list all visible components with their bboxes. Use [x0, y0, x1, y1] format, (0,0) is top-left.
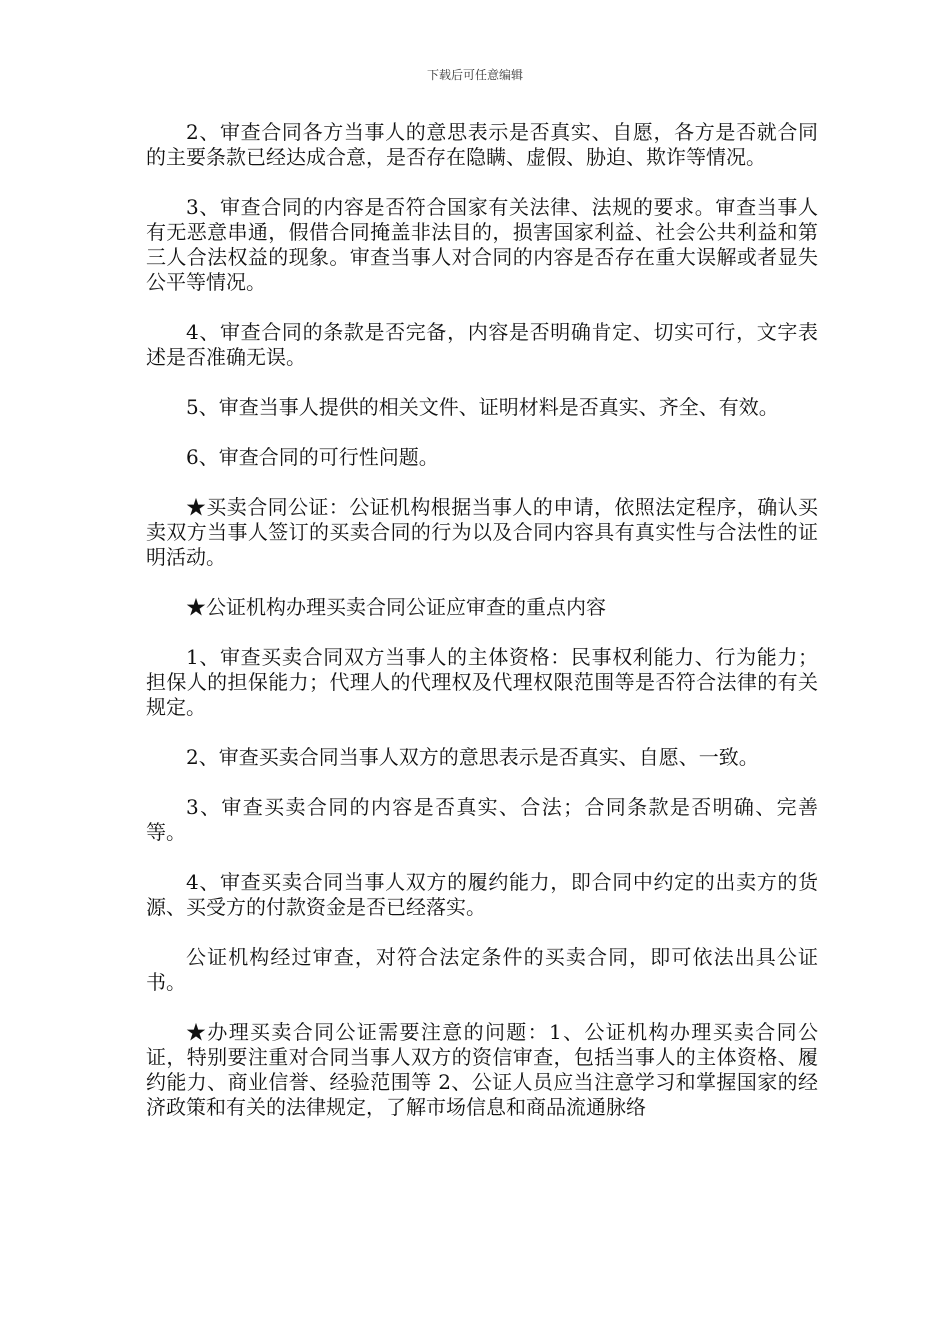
paragraph-issue-certificate: 公证机构经过审查，对符合法定条件的买卖合同，即可依法出具公证书。 — [146, 945, 818, 994]
paragraph-notes: ★办理买卖合同公证需要注意的问题：1、公证机构办理买卖合同公证，特别要注重对合同当事人双方的资信审查，包括当事人的主体资格、履约能力、商业信誉、经验范围等 2、公证人员应当注意学习和掌握国家的经济政策和有关的法律规定，了解市场信息和商品流通脉络 — [146, 1020, 818, 1119]
page-header: 下载后可任意编辑 — [426, 68, 523, 82]
document-body — [146, 120, 818, 1145]
paragraph-review-content-legality: 3、审查买卖合同的内容是否真实、合法；合同条款是否明确、完善等。 — [146, 795, 818, 844]
paragraph-review-performance-ability: 4、审查买卖合同当事人双方的履约能力，即合同中约定的出卖方的货源、买受方的付款资金是否已经落实。 — [146, 870, 818, 919]
paragraph-review-intent: 2、审查合同各方当事人的意思表示是否真实、自愿，各方是否就合同的主要条款已经达成合意，是否存在隐瞒、虚假、胁迫、欺诈等情况。 — [146, 120, 818, 169]
paragraph-review-documents: 5、审查当事人提供的相关文件、证明材料是否真实、齐全、有效。 — [186, 395, 779, 419]
paragraph-review-legality: 3、审查合同的内容是否符合国家有关法律、法规的要求。审查当事人有无恶意串通，假借合同掩盖非法目的，损害国家利益、社会公共利益和第三人合法权益的现象。审查当事人对合同的内容是否存在重大误解或者显失公平等情况。 — [146, 195, 818, 294]
paragraph-review-subject-qualification: 1、审查买卖合同双方当事人的主体资格：民事权利能力、行为能力；担保人的担保能力；代理人的代理权及代理权限范围等是否符合法律的有关规定。 — [146, 645, 818, 719]
paragraph-review-consent: 2、审查买卖合同当事人双方的意思表示是否真实、自愿、一致。 — [186, 745, 759, 769]
paragraph-sales-contract-notarization: ★买卖合同公证：公证机构根据当事人的申请，依照法定程序，确认买卖双方当事人签订的买卖合同的行为以及合同内容具有真实性与合法性的证明活动。 — [146, 495, 818, 569]
paragraph-review-terms: 4、审查合同的条款是否完备，内容是否明确肯定、切实可行，文字表述是否准确无误。 — [146, 320, 818, 369]
section-heading-key-review-content: ★公证机构办理买卖合同公证应审查的重点内容 — [186, 595, 606, 619]
paragraph-review-feasibility: 6、审查合同的可行性问题。 — [186, 445, 439, 469]
